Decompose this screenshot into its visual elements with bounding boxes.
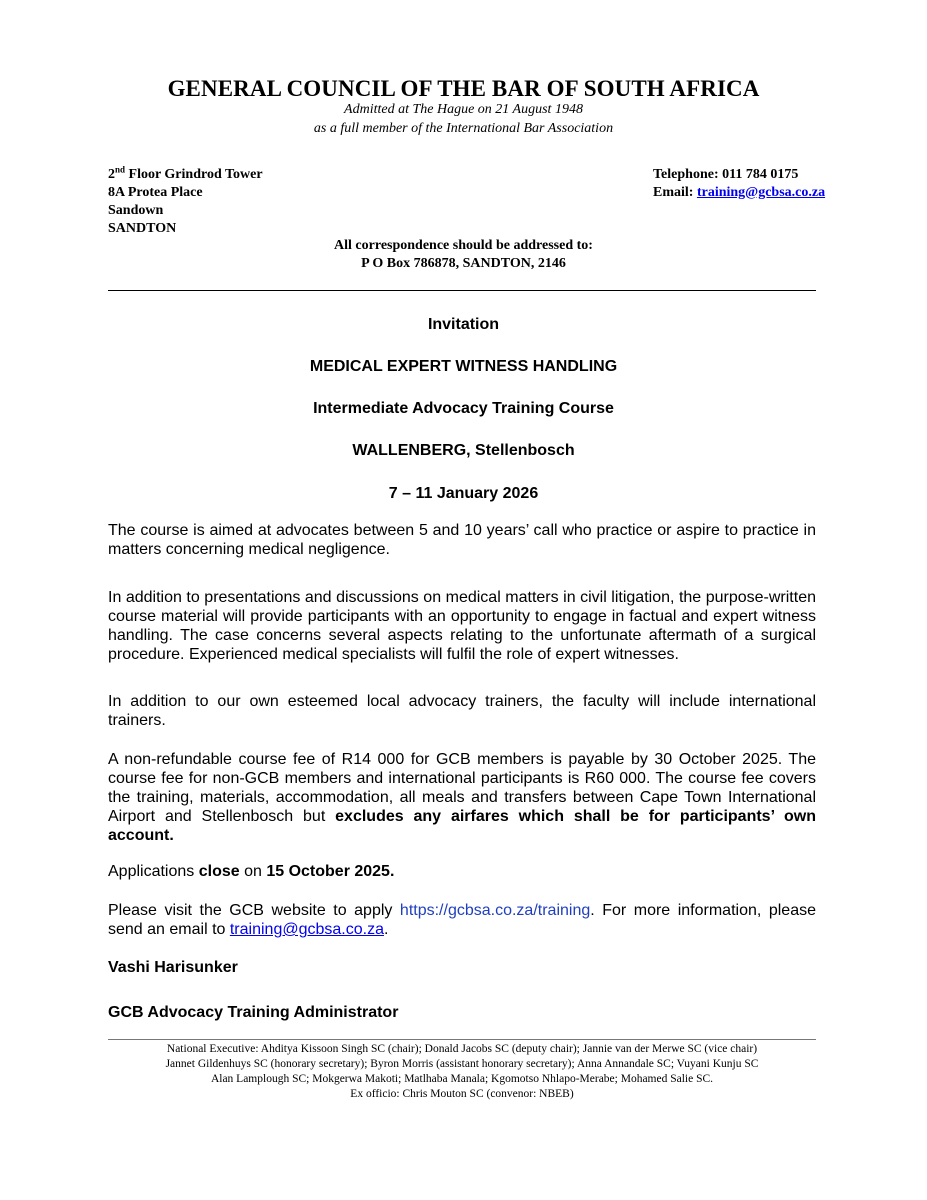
apply-text-a: Please visit the GCB website to apply xyxy=(108,902,400,919)
address-line-4: SANDTON xyxy=(108,221,177,236)
correspondence-line-2: P O Box 786878, SANDTON, 2146 xyxy=(361,256,566,271)
fees-text: A non-refundable course fee of R14 000 for GCB members is payable by 30 October 2025. The course fee for non-GCB members and international participants is R60 000. The course fee covers the training, materials, accommodation, all meals and transfers between Cape Town International Airport and Stellenbosch but xyxy=(108,751,816,825)
course-dates: 7 – 11 January 2026 xyxy=(388,485,539,502)
email-link[interactable]: training@gcbsa.co.za xyxy=(696,185,826,200)
fees-exclusion: excludes any airfares which shall be for participants’ own account. xyxy=(108,808,816,844)
footer-line-1: National Executive: Ahditya Kissoon Singh SC (chair); Donald Jacobs SC (deputy chair); Jannie van der Merwe SC (vice chair) xyxy=(166,1043,758,1055)
address-line-3: Sandown xyxy=(108,203,164,218)
correspondence-note xyxy=(0,237,927,273)
email-line xyxy=(653,184,825,202)
deadline-close: close xyxy=(198,863,240,880)
email-label: Email: xyxy=(653,185,697,200)
footer-executive xyxy=(108,1042,816,1102)
paragraph-faculty: In addition to our own esteemed local advocacy trainers, the faculty will include international trainers. xyxy=(108,693,816,729)
training-email-link[interactable]: training@gcbsa.co.za xyxy=(229,921,384,938)
paragraph-apply xyxy=(108,901,816,939)
address-line-2: 8A Protea Place xyxy=(108,185,203,200)
correspondence-line-1: All correspondence should be addressed to: xyxy=(334,238,593,253)
organization-title: GENERAL COUNCIL OF THE BAR OF SOUTH AFRICA xyxy=(167,76,760,101)
course-level: Intermediate Advocacy Training Course xyxy=(313,400,614,417)
apply-text-c: . xyxy=(383,921,389,938)
deadline-text-a: Applications xyxy=(108,863,199,880)
telephone: Telephone: 011 784 0175 xyxy=(653,167,799,182)
paragraph-deadline xyxy=(108,862,816,881)
footer-line-3: Alan Lamplough SC; Mokgerwa Makoti; Matlhaba Manala; Kgomotso Nhlapo-Merabe; Mohamed Salie SC. xyxy=(210,1073,714,1085)
address-floor-suffix: nd xyxy=(115,164,126,175)
address-line-1 xyxy=(108,166,263,184)
organization-subtitle-2: as a full member of the International Bar Association xyxy=(313,121,614,136)
address-floor-number: 2 xyxy=(108,167,115,182)
footer-line-4: Ex officio: Chris Mouton SC (convenor: NBEB) xyxy=(350,1088,574,1100)
footer-divider xyxy=(108,1039,816,1040)
contact-block xyxy=(653,166,825,202)
invitation-heading: Invitation xyxy=(427,316,500,333)
signatory-title: GCB Advocacy Training Administrator xyxy=(108,1004,399,1021)
signatory-name: Vashi Harisunker xyxy=(108,959,238,976)
paragraph-fees xyxy=(108,750,816,845)
organization-subtitle-1: Admitted at The Hague on 21 August 1948 xyxy=(344,102,583,117)
training-website-link[interactable]: https://gcbsa.co.za/training xyxy=(399,902,591,919)
postal-address xyxy=(108,166,263,238)
header-divider xyxy=(108,290,816,291)
paragraph-audience: The course is aimed at advocates between 5 and 10 years’ call who practice or aspire to practice in matters concerning medical negligence. xyxy=(108,522,816,558)
deadline-date: 15 October 2025. xyxy=(266,863,395,880)
footer-line-2: Jannet Gildenhuys SC (honorary secretary); Byron Morris (assistant honorary secretary); Anna Annandale SC; Vuyani Kunju SC xyxy=(165,1058,759,1070)
address-floor-rest: Floor Grindrod Tower xyxy=(125,167,263,182)
deadline-text-c: on xyxy=(239,863,267,880)
course-venue: WALLENBERG, Stellenbosch xyxy=(352,442,575,459)
apply-text-b: . For more information, please send an email to xyxy=(108,902,816,938)
course-title: MEDICAL EXPERT WITNESS HANDLING xyxy=(309,358,618,375)
paragraph-content: In addition to presentations and discussions on medical matters in civil litigation, the purpose-written course material will provide participants with an opportunity to engage in factual and expert witness handling. The case concerns several aspects relating to the unfortunate aftermath of a surgical procedure. Experienced medical specialists will fulfil the role of expert witnesses. xyxy=(108,589,816,663)
